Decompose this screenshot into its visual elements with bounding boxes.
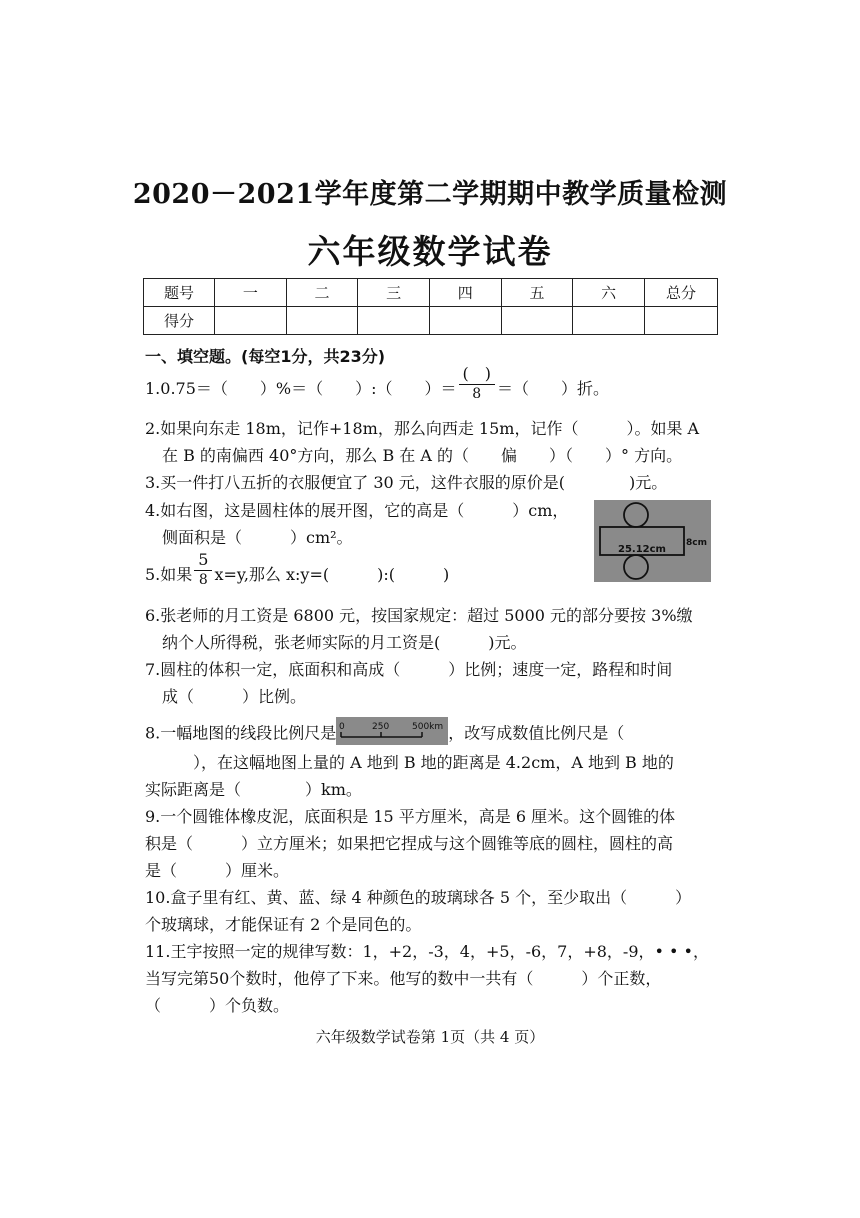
q1-text-b: ＝（ ）折。 [497,379,610,398]
question-8-line-1 [145,720,624,748]
question-7-line-1: 7.圆柱的体积一定，底面积和高成（ ）比例；速度一定，路程和时间 [145,660,673,679]
score-cell: 六 [573,279,645,307]
q5-fraction [194,550,212,589]
q1-fraction-denominator: 8 [472,386,482,402]
score-cell: 得分 [144,307,215,335]
q8-text-a: 8.一幅地图的线段比例尺是 [145,723,337,743]
q5-fraction-denominator: 8 [198,572,208,588]
page-footer: 六年级数学试卷第 1页（共 4 页） [315,1028,545,1046]
score-table-score-row [144,307,718,335]
question-2-line-1: 2.如果向东走 18m，记作+18m，那么向西走 15m，记作（ ）。如果 A [145,419,700,438]
height-label: 8cm [686,538,707,548]
score-input-cell[interactable] [215,307,287,335]
question-5 [145,550,450,595]
q1-fraction [459,364,496,403]
bottom-circle [624,555,648,579]
score-cell: 三 [358,279,430,307]
score-cell: 题号 [144,279,215,307]
question-4-line-1: 4.如右图，这是圆柱体的展开图，它的高是（ ）cm， [145,501,569,520]
score-cell: 五 [501,279,573,307]
q8-text-b: ，改写成数值比例尺是（ [448,723,625,743]
q1-fraction-numerator: ( ) [459,364,496,385]
score-input-cell[interactable] [501,307,573,335]
exam-subtitle: 六年级数学试卷 [307,232,553,271]
cylinder-net-figure [594,500,711,582]
scale-label-250: 250 [372,722,390,732]
question-1 [145,364,610,409]
score-input-cell[interactable] [429,307,501,335]
top-circle [624,503,648,527]
cylinder-net-drawing [594,500,711,582]
question-10-line-2: 个玻璃球，才能保证有 2 个是同色的。 [145,915,422,934]
question-9-line-1: 9.一个圆锥体橡皮泥，底面积是 15 平方厘米，高是 6 厘米。这个圆锥的体 [145,807,676,826]
score-cell: 一 [215,279,287,307]
question-11-line-2: 当写完第50个数时，他停了下来。他写的数中一共有（ ）个正数， [145,969,662,988]
q5-text-b: x=y,那么 x:y=( ):( ) [214,565,450,584]
q1-text-a: 1.0.75＝（ ）%＝（ ）:（ ）＝ [145,379,457,398]
score-table [143,278,718,335]
score-input-cell[interactable] [573,307,645,335]
width-label: 25.12cm [618,544,666,555]
question-4-line-2: 侧面积是（ ）cm²。 [162,528,353,547]
section-heading: 一、填空题。(每空1分，共23分) [145,347,386,366]
question-9-line-2: 积是（ ）立方厘米；如果把它捏成与这个圆锥等底的圆柱，圆柱的高 [145,834,674,853]
score-cell: 二 [286,279,358,307]
score-table-header-row [144,279,718,307]
exam-title: 2020－2021学年度第二学期期中教学质量检测 [132,179,728,210]
q5-text-a: 5.如果 [145,565,193,584]
scale-bar-figure [336,717,448,745]
score-cell: 总分 [645,279,718,307]
question-11-line-1: 11.王宇按照一定的规律写数：1，+2，-3，4，+5，-6，7，+8，-9，• • •， [145,942,709,961]
scale-label-0: 0 [339,722,346,732]
question-3: 3.买一件打八五折的衣服便宜了 30 元，这件衣服的原价是( )元。 [145,473,668,492]
score-cell: 四 [429,279,501,307]
question-8-line-2: ），在这幅地图上量的 A 地到 B 地的距离是 4.2cm，A 地到 B 地的 [145,753,674,772]
q5-fraction-numerator: 5 [194,550,212,571]
scale-bar-drawing [336,717,448,745]
question-10-line-1: 10.盒子里有红、黄、蓝、绿 4 种颜色的玻璃球各 5 个，至少取出（ ） [145,888,692,907]
question-2-line-2: 在 B 的南偏西 40°方向，那么 B 在 A 的（ 偏 ）（ ）° 方向。 [162,446,683,465]
question-11-line-3: （ ）个负数。 [145,996,290,1015]
question-8-line-3: 实际距离是（ ）km。 [145,780,362,799]
question-7-line-2: 成（ ）比例。 [162,687,307,706]
scale-label-500km: 500km [412,722,444,732]
question-6-line-2: 纳个人所得税，张老师实际的月工资是( )元。 [162,633,527,652]
question-9-line-3: 是（ ）厘米。 [145,861,290,880]
score-input-cell[interactable] [358,307,430,335]
score-input-cell[interactable] [286,307,358,335]
score-input-cell[interactable] [645,307,718,335]
question-6-line-1: 6.张老师的月工资是 6800 元，按国家规定：超过 5000 元的部分要按 3%缴 [145,606,693,625]
